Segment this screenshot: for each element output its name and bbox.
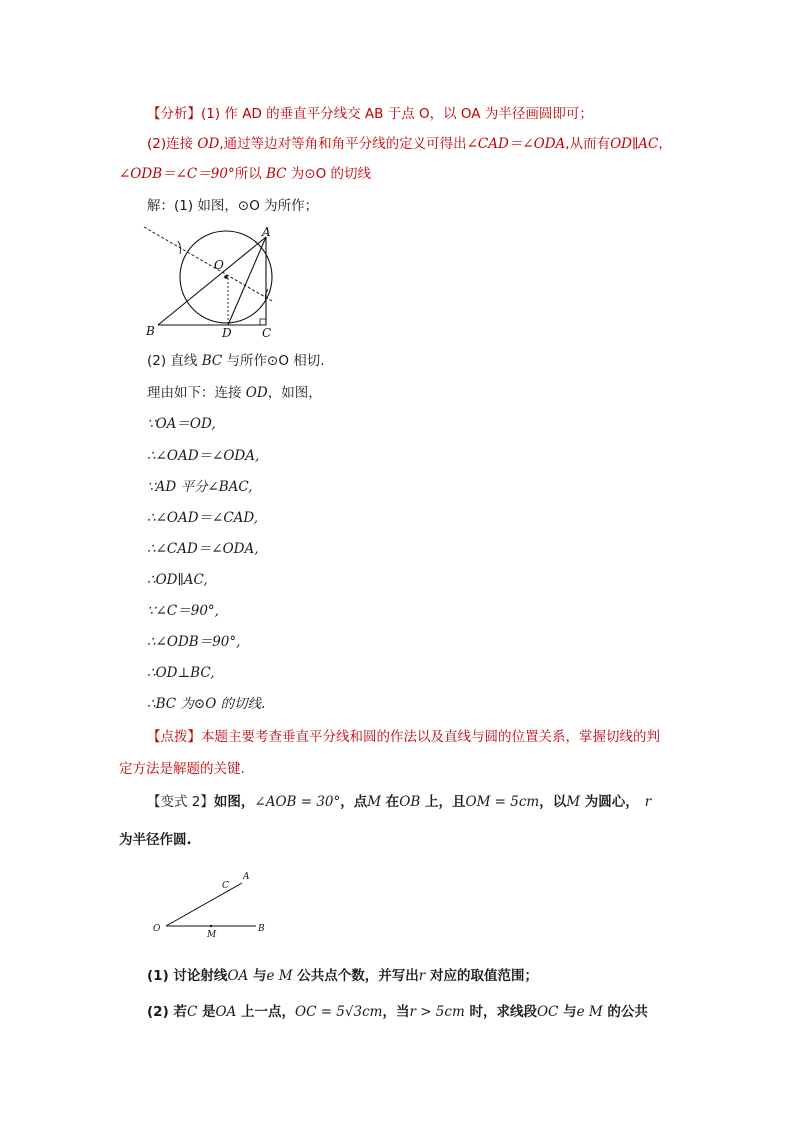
variant-text: 上，且 <box>420 794 466 810</box>
question-math: OC <box>536 1004 559 1020</box>
variant-text: 如图， <box>213 794 255 810</box>
perpendicular-bisector <box>144 227 272 301</box>
proof-step: ∵∠C＝90°, <box>147 603 219 619</box>
variant-math: OM = 5cm <box>465 794 540 810</box>
analysis-line-3 <box>119 164 371 184</box>
analysis-text: ,通过等边对等角和角平分线的定义可得出 <box>219 136 467 152</box>
variant-question-2 <box>147 1002 648 1022</box>
variant-math: r <box>644 794 652 810</box>
question-text: 时，求线段 <box>464 1004 537 1020</box>
label-d: D <box>222 326 232 340</box>
analysis-math: ⊙O <box>304 166 327 182</box>
variant-line-2: 为半径作圆. <box>119 832 192 848</box>
variant-text: ，点 <box>340 794 368 810</box>
center-o <box>224 275 228 279</box>
question-text: ，当 <box>382 1004 410 1020</box>
solution-text: 理由如下：连接 <box>147 385 246 401</box>
analysis-text-1: (1) 作 AD 的垂直平分线交 AB 于点 O，以 OA 为半径画圆即可； <box>201 106 593 122</box>
variant-text: 为圆心， <box>580 794 639 810</box>
question-text: 公共点个数，并写出 <box>292 968 419 984</box>
analysis-line-2 <box>147 134 672 154</box>
question-math: r > 5cm <box>409 1004 465 1020</box>
label-o: O <box>153 924 161 934</box>
label-a: A <box>243 872 250 882</box>
analysis-text: ,从而有 <box>565 136 611 152</box>
variant-math: OB <box>399 794 421 810</box>
analysis-math: ∠ODB＝∠C＝90° <box>119 166 235 182</box>
figure-angle-aob <box>150 865 275 943</box>
question-math: r <box>418 968 426 984</box>
analysis-math: OD <box>197 136 220 152</box>
question-text: 上一点， <box>236 1004 296 1020</box>
proof-step: ∵AD 平分∠BAC, <box>147 479 253 495</box>
variant-tag: 【变式 2】 <box>147 794 214 810</box>
solution-text: 为所作； <box>259 198 319 214</box>
label-m: M <box>207 930 217 940</box>
variant-question-1 <box>147 966 538 986</box>
question-math: OA <box>215 1004 237 1020</box>
solution-text: ，如图， <box>267 385 322 401</box>
label-c: C <box>222 881 229 891</box>
label-b: B <box>258 924 265 934</box>
question-text: 与 <box>558 1004 577 1020</box>
variant-math: M <box>566 794 581 810</box>
tip-line-1 <box>147 727 660 747</box>
tip-text: 本题主要考查垂直平分线和圆的作法以及直线与圆的位置关系，掌握切线的判 <box>201 729 660 745</box>
solution-math: BC <box>201 353 223 369</box>
proof-step: ∴∠OAD＝∠CAD, <box>147 510 259 526</box>
question-text: (2) 若 <box>147 1004 187 1020</box>
analysis-tag: 【分析】 <box>147 106 201 122</box>
variant-math: ∠AOB = 30° <box>254 794 341 810</box>
solution-math: ⊙O <box>267 353 289 369</box>
proof-step: ∵OA＝OD, <box>147 416 216 432</box>
tip-line-2 <box>119 759 245 779</box>
question-math: e M <box>266 968 293 984</box>
solution-text: 相切. <box>288 353 325 369</box>
tip-text: 定方法是解题的关键. <box>119 761 245 777</box>
solution-text: 解：(1) 如图， <box>147 198 238 214</box>
proof-step: ∴OD⊥BC, <box>147 665 215 681</box>
analysis-text: (2)连接 <box>147 136 198 152</box>
proof-step: ∴∠ODB＝90°, <box>147 634 241 650</box>
question-math: C <box>186 1004 198 1020</box>
question-text: 是 <box>197 1004 216 1020</box>
question-text: 对应的取值范围； <box>425 968 538 984</box>
line-ad <box>228 237 266 325</box>
variant-text: ，以 <box>539 794 567 810</box>
label-c: C <box>262 326 272 340</box>
analysis-math: BC <box>266 166 287 182</box>
question-math: e M <box>576 1004 603 1020</box>
figure-circle-tangent <box>140 225 300 345</box>
question-math: OA <box>227 968 249 984</box>
label-b: B <box>146 324 155 338</box>
analysis-math: OD∥AC <box>610 136 659 152</box>
solution-math: ⊙O <box>237 198 260 214</box>
ray-oa <box>166 883 242 926</box>
variant-text: 在 <box>381 794 400 810</box>
solution-line-3 <box>147 383 322 403</box>
solution-line-1 <box>147 196 318 216</box>
analysis-line-1 <box>147 104 593 124</box>
solution-text: 与所作 <box>222 353 268 369</box>
proof-step: ∴∠OAD＝∠ODA, <box>147 448 260 464</box>
line-ab <box>158 237 266 325</box>
question-text: 与 <box>248 968 267 984</box>
solution-math: OD <box>245 385 268 401</box>
question-math: OC = 5√3cm <box>295 1004 383 1020</box>
question-text: (1) 讨论射线 <box>147 968 228 984</box>
tip-tag: 【点拨】 <box>147 729 201 745</box>
proof-step: ∴∠CAD＝∠ODA, <box>147 541 259 557</box>
analysis-math: ∠CAD＝∠ODA <box>466 136 566 152</box>
analysis-text: ， <box>658 136 672 152</box>
variant-math: M <box>367 794 382 810</box>
label-a: A <box>262 225 271 239</box>
question-text: 的公共 <box>602 1004 648 1020</box>
point-m <box>210 925 212 927</box>
variant-line-1 <box>147 792 651 812</box>
analysis-text: 所以 <box>234 166 266 182</box>
analysis-text: 为 <box>286 166 305 182</box>
proof-step: ∴BC 为⊙O 的切线. <box>147 696 266 712</box>
solution-line-2 <box>147 351 325 371</box>
right-angle-mark <box>260 319 266 325</box>
label-o: O <box>214 258 224 272</box>
analysis-text: 的切线 <box>326 166 372 182</box>
proof-step: ∴OD∥AC, <box>147 572 208 588</box>
solution-text: (2) 直线 <box>147 353 202 369</box>
